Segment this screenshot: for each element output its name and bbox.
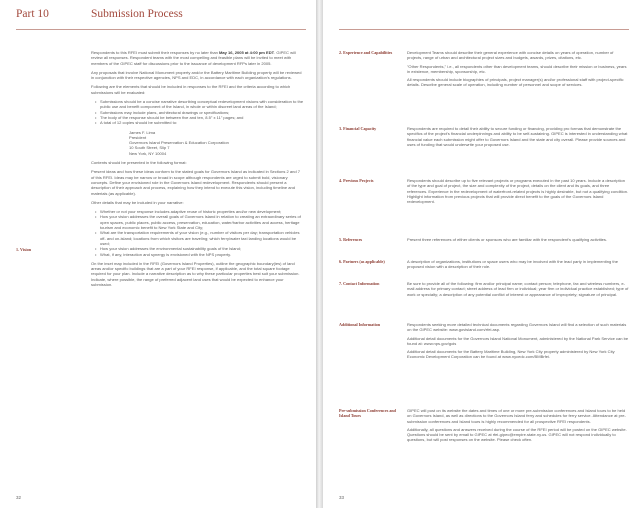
- list-item: • How your vision addresses the overall goals of Governors Island in relation to creating an extraordinary series of open spaces, public places, public access, preservation, education, water/harbor activities and access, heritage tourism and economic benefit to New York State and City;: [96, 214, 304, 230]
- list-item: • What are the transportation requirements of your vision (e.g., number of visitors per day; transportation vehicles off- and on-island; locations from which visitors are traveling; which ferry/water taxi landing locations would be used;: [96, 230, 304, 246]
- section-label-financial: 3. Financial Capacity: [339, 126, 377, 131]
- section-body-pre-submission: GIPEC will post on its website the dates and times of one or more pre-submission conferences and Island tours to be held on Governors Island, as well as directions to the Governors Island ferry and schedules for ferry service. Attendance at pre-submission conferences and Island tours is highly recommended for all prospective RFEI respondents. Additionally, all questions and answers received during the course of the RFEI period will be posted on the GIPEC website. Questions should be sent by email to GIPEC at rfei-gipec@empire.state.ny.us. GIPEC will not respond individually to questions, but will post responses on the website. Please check often.: [407, 408, 627, 443]
- page-title: Submission Process: [91, 8, 183, 20]
- left-page: [0, 0, 316, 508]
- section-label-references: 5. References: [339, 237, 363, 242]
- list-item: • What, if any, interaction and synergy is envisioned with the NPS property.: [96, 252, 304, 257]
- section-label-previous-projects: 4. Previous Projects: [339, 178, 374, 183]
- criteria-list: [91, 99, 304, 125]
- header-rule: [16, 29, 306, 30]
- intro-paragraph-3: Following are the elements that should be included in responses to the RFEI and the criteria according to which submissions will be evaluated:: [91, 84, 291, 95]
- section-label-vision: 1. Vision: [16, 247, 32, 252]
- address-line: Governors Island Preservation & Education Corporation: [129, 140, 229, 146]
- section-label-experience: 2. Experience and Capabilities: [339, 50, 393, 55]
- header-rule: [339, 29, 629, 30]
- page-number: 33: [339, 495, 345, 500]
- page-header: [16, 8, 306, 28]
- section-label-partners: 6. Partners (as applicable): [339, 259, 385, 264]
- left-body: [91, 50, 304, 291]
- book-gutter: [316, 0, 323, 508]
- mailing-address: [91, 130, 304, 156]
- address-line: New York, NY 10004: [129, 150, 167, 156]
- address-line: President: [129, 134, 147, 140]
- section-label-pre-submission: Pre-submission Conferences and Island Tours: [339, 408, 396, 418]
- intro-paragraph-2: Any proposals that involve National Monument property and/or the Battery Maritime Building property will be reviewed in conjunction with their respective agencies, NPS and EDC, in accordance with each organization's regulations.: [91, 69, 302, 81]
- address-line: 10 South Street, Slip 7: [129, 145, 170, 151]
- address-line: James F. Lima: [129, 129, 156, 135]
- section-body-contact: Be sure to provide all of the following: firm and/or principal name; contact person; telephone, fax and wireless numbers, e-mail address for primary contact; street address of lead firm or individual; year firm or individual practice established; type of work or specialty; a description of any potential conflict of interest or appearance of impropriety; signature of principal.: [407, 281, 629, 297]
- right-page: [323, 0, 639, 508]
- contents-intro: Contents should be presented in the following format:: [91, 160, 187, 166]
- section-body-experience: Development Teams should describe their general experience with concise details on years of operation, number of projects, range of urban and architectural project sizes and budgets, awards, prizes, citations, etc. "Other Respondents," i.e., all respondents other than development teams, should describe their mission or business, years in existence, membership, sponsorship, etc. All respondents should include biographies of principals, project manager(s) and/or professional staff with project-specific details. Describe general scale of operation, including number of personnel and scope of services.: [407, 50, 627, 88]
- details-list: [91, 209, 304, 257]
- list-item: • The body of the response should be between five and ten, 8.5" x 11" pages; and: [96, 115, 304, 120]
- section-label-additional-info: Additional Information: [339, 322, 381, 327]
- list-item: • Whether or not your response includes adaptive reuse of historic properties and/or new development;: [96, 209, 304, 214]
- deadline: May 16, 2005 at 4:00 pm EDT: [219, 50, 275, 55]
- list-item: • Submissions may include plans, architectural drawings or specifications;: [96, 110, 304, 115]
- section-body-financial: Respondents are required to detail their ability to secure funding or financing, providing pro formas that demonstrate the specifics of the project's financial underpinnings and ability to be self-sustaining. GIPEC is interested in understanding what financial value each submission might offer to Governors Island and the state and city overall. Please provide sources and uses of funding that would underwrite your proposed use.: [407, 126, 628, 147]
- section-body-references: Present three references of either clients or sponsors who are familiar with the respondent's qualifying activities.: [407, 237, 608, 242]
- vision-paragraph-1: Present ideas and how these ideas conform to the stated goals for Governors Island as indicated in Sections 2 and 7 of this RFEI. Ideas may be narrow or broad in scope although respondents are urged to submit bold, visionary concepts. Define your envisioned role in the Governors Island redevelopment. Respondents should present a description of their approach and process, explaining how they intend to execute this vision, including timeline and materials (as applicable).: [91, 169, 300, 196]
- list-item: • How your vision addresses the environmental sustainability goals of the Island;: [96, 246, 304, 251]
- section-body-partners: A description of organizations, institutions or space users who may be involved with the lead party in implementing the proposed vision with a description of their role.: [407, 259, 619, 270]
- section-body-additional-info: Respondents seeking more detailed technical documents regarding Governors Island will find a selection of such materials on the GIPEC website: www.govisland.com/rfei.asp. Additional detail documents for the Governors Island National Monument, administered by the National Park Service can be found at: www.nps.gov/gois Additional detail documents for the Battery Maritime Building, New York City property administered by New York City Economic Development Corporation can be found at www.nycedc.com/BMBrfei.: [407, 322, 629, 360]
- page-number: 32: [16, 495, 22, 500]
- section-body-previous-projects: Respondents should describe up to five relevant projects or programs executed in the past 10 years. Include a description of the type and goal of project, the size and complexity of the project, details on the client and its goals, and three references. Experience in the redevelopment of waterfront-related projects is highly desirable, but not a qualifying condition. Highlight information from previous projects that will provide direct benefit to the goals of the Governors Island redevelopment.: [407, 178, 629, 205]
- intro-paragraph-1: Respondents to this RFEI must submit their responses by no later than May 16, 2005 at 4:00 pm EDT. GIPEC will review all responses. Respondent teams with the most compelling and feasible plans will be invited to meet with members of the GIPEC staff for discussions prior to the issuance of development RFPs later in 2005.: [91, 50, 296, 66]
- section-label-contact: 7. Contact Information: [339, 281, 380, 286]
- list-item: • A total of 12 copies should be submitted to:: [96, 120, 304, 125]
- vision-paragraph-3: On the inset map included in the RFEI (Governors Island Properties), outline the geographic boundary(ies) of land areas and/or specific buildings that are a part of your RFEI response, if applicable, and the total square footage required for your plan. Include a narrative description as to why these particular properties best suit your submission. Indicate, where possible, the range of preferred adjacent land uses that would be expected to enhance your submission.: [91, 260, 300, 287]
- vision-paragraph-2: Other details that may be included in your narrative:: [91, 199, 184, 205]
- part-label: Part 10: [16, 8, 49, 20]
- list-item: • Submissions should be a concise narrative describing conceptual redevelopment visions with consideration to the public use and benefit component of the Island, in whole or within discreet land areas of the Island;: [96, 99, 304, 110]
